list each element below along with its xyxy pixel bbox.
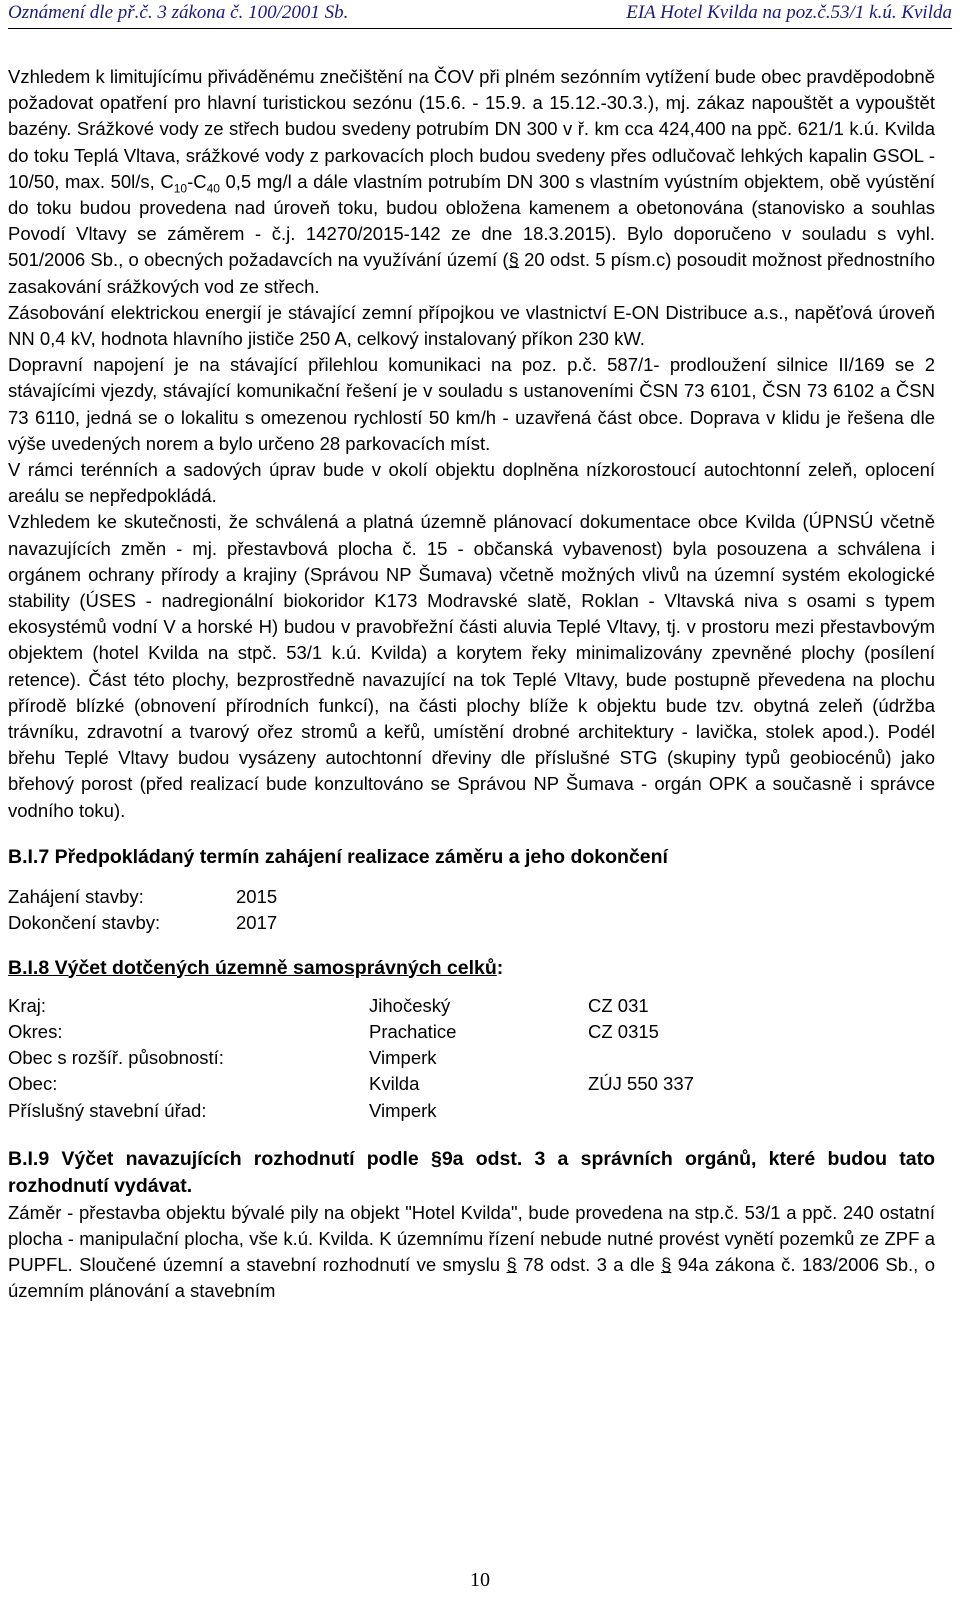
table-row bbox=[8, 910, 277, 936]
section-b18-title-text: B.I.8 Výčet dotčených územně samosprávných celků bbox=[8, 956, 497, 979]
paragraph-decisions bbox=[8, 1200, 935, 1305]
table-row bbox=[8, 1071, 694, 1097]
section-b19-section-sign: § bbox=[430, 1147, 442, 1170]
p1-section-sign: § bbox=[508, 249, 519, 271]
unit-code bbox=[588, 1098, 694, 1124]
p-decisions-section-sign-2: § bbox=[661, 1254, 672, 1276]
unit-name: Vimperk bbox=[369, 1047, 437, 1069]
unit-code bbox=[588, 1045, 694, 1071]
paragraph-transport: Dopravní napojení je na stávající přilehlou komunikaci na poz. p.č. 587/1- prodloužení silnice II/169 se 2 stávajícími vjezdy, stávající komunikační řešení je v souladu s ustanoveními ČSN 73 6101, ČSN 73 6102 a ČSN 73 6110, jedná se o lokalitu s omezenou rychlostí 50 km/h - uzavřená část obce. Doprava v klidu je řešena dle výše uvedených norem a bylo určeno 28 parkovacích míst. bbox=[8, 354, 935, 454]
unit-name: Jihočeský bbox=[369, 994, 451, 1016]
unit-label: Obec s rozšíř. působností: bbox=[8, 1047, 224, 1069]
page-number: 10 bbox=[470, 1569, 490, 1591]
paragraph-electricity: Zásobování elektrickou energií je stávající zemní přípojkou ve vlastnictví E-ON Distribuce a.s., napěťová úroveň NN 0,4 kV, hodnota hlavního jističe 250 A, celkový instalovaný příkon 230 kW. bbox=[8, 301, 935, 350]
unit-code: ZÚJ 550 337 bbox=[588, 1073, 694, 1095]
p1-sub-40: 40 bbox=[206, 181, 220, 196]
schedule-value: 2015 bbox=[236, 886, 278, 908]
unit-name: Vimperk bbox=[369, 1099, 437, 1121]
paragraph-landscaping: V rámci terénních a sadových úprav bude v okolí objektu doplněna nízkorostoucí autochtonní zeleň, oplocení areálu se nepředpokládá. bbox=[8, 459, 935, 507]
unit-label: Kraj: bbox=[8, 994, 47, 1016]
unit-label: Obec: bbox=[8, 1073, 58, 1095]
section-b19-title-b: 9a odst. 3 a správních orgánů, které budou tato rozhodnutí vydávat. bbox=[8, 1147, 935, 1197]
p-decisions-text-c: 94a zákona č. 183/2006 Sb., o územním plánování a stavebním bbox=[8, 1254, 935, 1302]
unit-code: CZ 031 bbox=[588, 994, 649, 1016]
unit-name: Prachatice bbox=[369, 1020, 457, 1042]
p1-text-d: 20 odst. 5 písm.c) posoudit možnost přednostního zasakování srážkových vod ze střech. bbox=[8, 249, 935, 297]
paragraph-planning: Vzhledem ke skutečnosti, že schválená a platná územně plánovací dokumentace obce Kvilda (ÚPNSÚ včetně navazujících změn - mj. přestavbová plocha č. 15 - občanská vybavenost) byla posouzena a schválena i orgánem ochrany přírody a krajiny (Správou NP Šumava) včetně možných vlivů na územní systém ekologické stability (ÚSES - nadregionální biokoridor K173 Modravské slatě, Roklan - Vltavská niva s osami s typem ekosystémů vodní V a horské H) budou v pravobřežní části aluvia Teplé Vltavy, tj. v prostoru mezi přestavbovým objektem (hotel Kvilda na stpč. 53/1 k.ú. Kvilda) a korytem řeky minimalizovány zpevněné plochy (posílení retence). Část této plochy, bezprostředně navazující na tok Teplé Vltavy, bude postupně převedena na plochu přírodě blízké (obnovení přírodních funkcí), na části plochy blíže k objektu bude tzv. obytná zeleň (údržba trávníku, zdravotní a tvarový ořez stromů a keřů, umístění drobné architektury - lavička, stolek apod.). Podél břehu Teplé Vltavy budou vysázeny autochtonní dřeviny dle příslušné STG (skupiny typů geobiocénů) jako břehový porost (před realizací bude konzultováno se Správou NP Šumava - orgán OPK a současně i správce vodního toku). bbox=[8, 511, 935, 821]
schedule-table bbox=[8, 884, 277, 936]
p-decisions-text-a: Záměr - přestavba objektu bývalé pily na objekt "Hotel Kvilda", bude provedena na stp.č. 53/1 a ppč. 240 ostatní plocha - manipulační plocha, vše k.ú. Kvilda. K územnímu řízení nebude nutné provést vynětí pozemků ze ZPF a PUPFL. Sloučené územní a stavební rozhodnutí ve smyslu bbox=[8, 1201, 935, 1276]
document-body bbox=[8, 64, 935, 1305]
page-header bbox=[8, 0, 952, 29]
p-decisions-text-b: 78 odst. 3 a dle bbox=[516, 1254, 662, 1276]
table-row bbox=[8, 1045, 694, 1071]
header-right-text: EIA Hotel Kvilda na poz.č.53/1 k.ú. Kvilda bbox=[626, 2, 952, 23]
table-row bbox=[8, 1019, 694, 1045]
section-b18-title bbox=[8, 955, 935, 981]
schedule-label: Dokončení stavby: bbox=[8, 912, 161, 934]
territorial-units-table bbox=[8, 993, 694, 1124]
table-row bbox=[8, 1098, 694, 1124]
schedule-label: Zahájení stavby: bbox=[8, 886, 144, 908]
table-row bbox=[8, 993, 694, 1019]
unit-label: Okres: bbox=[8, 1020, 63, 1042]
schedule-value: 2017 bbox=[236, 912, 278, 934]
unit-name: Kvilda bbox=[369, 1073, 420, 1095]
p1-sub-10: 10 bbox=[173, 181, 188, 196]
header-left-text: Oznámení dle př.č. 3 zákona č. 100/2001 Sb. bbox=[8, 2, 349, 23]
p1-text-a: Vzhledem k limitujícímu přiváděnému znečištění na ČOV při plném sezónním vytížení bude obec pravděpodobně požadovat opatření pro hlavní turistickou sezónu (15.6. - 15.9. a 15.12.-30.3.), mj. zákaz napouštět a vypouštět bazény. Srážkové vody ze střech budou svedeny potrubím DN 300 v ř. km cca 424,400 na ppč. 621/1 k.ú. Kvilda do toku Teplá Vltava, srážkové vody z parkovacích ploch budou svedeny přes odlučovač lehkých kapalin GSOL - 10/50, max. 50l/s, C bbox=[8, 66, 935, 192]
section-b18-title-colon: : bbox=[496, 956, 504, 979]
section-b17-title: B.I.7 Předpokládaný termín zahájení realizace záměru a jeho dokončení bbox=[8, 845, 668, 868]
unit-label: Příslušný stavební úřad: bbox=[8, 1099, 207, 1121]
table-row bbox=[8, 884, 277, 910]
p1-text-c: 0,5 mg/l a dále vlastním potrubím DN 300 s vlastním vyústním objektem, obě vyústění do toku budou provedena nad úroveň toku, budou obložena kamenem a obetonována (stanovisko a souhlas Povodí Vltavy se záměrem - č.j. 14270/2015-142 ze dne 18.3.2015). Bylo doporučeno v souladu s vyhl. 501/2006 Sb., o obecných požadavcích na využívání území ( bbox=[8, 170, 935, 271]
p-decisions-section-sign-1: § bbox=[506, 1254, 517, 1276]
unit-code: CZ 0315 bbox=[588, 1020, 659, 1042]
section-b19-title-a: B.I.9 Výčet navazujících rozhodnutí podle bbox=[8, 1147, 431, 1170]
p1-text-b: -C bbox=[187, 170, 207, 192]
paragraph-wastewater bbox=[8, 64, 935, 300]
section-b19-title bbox=[8, 1146, 935, 1200]
